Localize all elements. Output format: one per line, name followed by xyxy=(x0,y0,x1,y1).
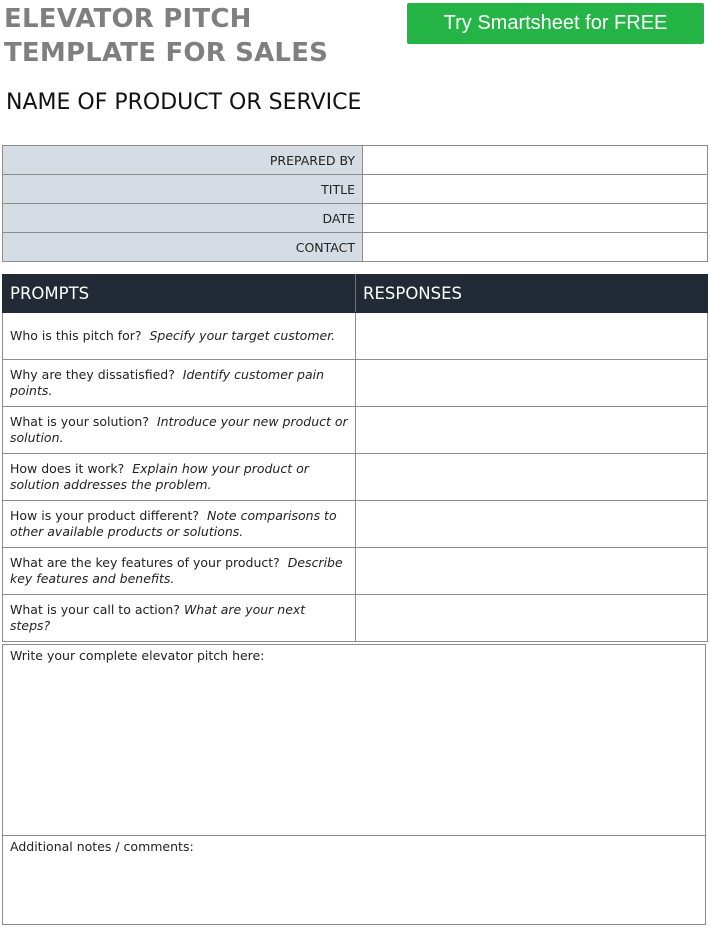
prompt-question: What is your call to action? xyxy=(10,602,180,617)
prompt-question: Who is this pitch for? xyxy=(10,328,142,343)
response-field[interactable] xyxy=(356,501,708,548)
try-smartsheet-button[interactable]: Try Smartsheet for FREE xyxy=(407,3,704,44)
prompt-question: Why are they dissatisfied? xyxy=(10,367,175,382)
info-row-date xyxy=(3,204,708,233)
response-field[interactable] xyxy=(356,454,708,501)
prompt-cell xyxy=(3,548,356,595)
responses-column-header: RESPONSES xyxy=(356,275,708,313)
prompt-cell xyxy=(3,407,356,454)
date-field[interactable] xyxy=(363,204,708,233)
prompt-cell xyxy=(3,501,356,548)
additional-notes-box[interactable] xyxy=(2,835,706,925)
product-name-heading: NAME OF PRODUCT OR SERVICE xyxy=(6,90,362,115)
prompt-hint: Identify customer pain points. xyxy=(10,367,325,398)
prompt-row xyxy=(3,407,708,454)
prompt-hint: Explain how your product or solution addresses the problem. xyxy=(10,461,309,492)
elevator-pitch-box[interactable] xyxy=(2,644,706,836)
prompt-cell xyxy=(3,595,356,642)
prompt-cell xyxy=(3,360,356,407)
prompt-hint: What are your next steps? xyxy=(10,602,306,633)
prompt-row xyxy=(3,548,708,595)
response-field[interactable] xyxy=(356,360,708,407)
info-row-title xyxy=(3,175,708,204)
title-field[interactable] xyxy=(363,175,708,204)
info-row-prepared-by xyxy=(3,146,708,175)
prompt-cell xyxy=(3,313,356,360)
contact-label: CONTACT xyxy=(3,233,363,262)
prompts-header-row xyxy=(3,275,708,313)
prepared-by-label: PREPARED BY xyxy=(3,146,363,175)
prompt-hint: Note comparisons to other available products or solutions. xyxy=(10,508,337,539)
elevator-pitch-label: Write your complete elevator pitch here: xyxy=(10,648,265,663)
info-row-contact xyxy=(3,233,708,262)
prompt-row xyxy=(3,595,708,642)
response-field[interactable] xyxy=(356,548,708,595)
info-table xyxy=(2,145,708,262)
response-field[interactable] xyxy=(356,407,708,454)
prompt-question: How is your product different? xyxy=(10,508,200,523)
prompt-row xyxy=(3,360,708,407)
date-label: DATE xyxy=(3,204,363,233)
response-field[interactable] xyxy=(356,313,708,360)
prompt-row xyxy=(3,454,708,501)
prompt-row xyxy=(3,313,708,360)
prepared-by-field[interactable] xyxy=(363,146,708,175)
prompts-table xyxy=(2,274,708,642)
title-label: TITLE xyxy=(3,175,363,204)
prompt-question: What are the key features of your product? xyxy=(10,555,280,570)
prompt-question: What is your solution? xyxy=(10,414,149,429)
prompt-hint: Introduce your new product or solution. xyxy=(10,414,348,445)
prompts-column-header: PROMPTS xyxy=(3,275,356,313)
additional-notes-label: Additional notes / comments: xyxy=(10,839,194,854)
prompt-cell xyxy=(3,454,356,501)
page-title: ELEVATOR PITCH TEMPLATE FOR SALES xyxy=(4,4,329,68)
prompt-question: How does it work? xyxy=(10,461,125,476)
response-field[interactable] xyxy=(356,595,708,642)
contact-field[interactable] xyxy=(363,233,708,262)
prompt-hint: Describe key features and benefits. xyxy=(10,555,343,586)
prompt-hint: Specify your target customer. xyxy=(149,328,336,343)
prompt-row xyxy=(3,501,708,548)
